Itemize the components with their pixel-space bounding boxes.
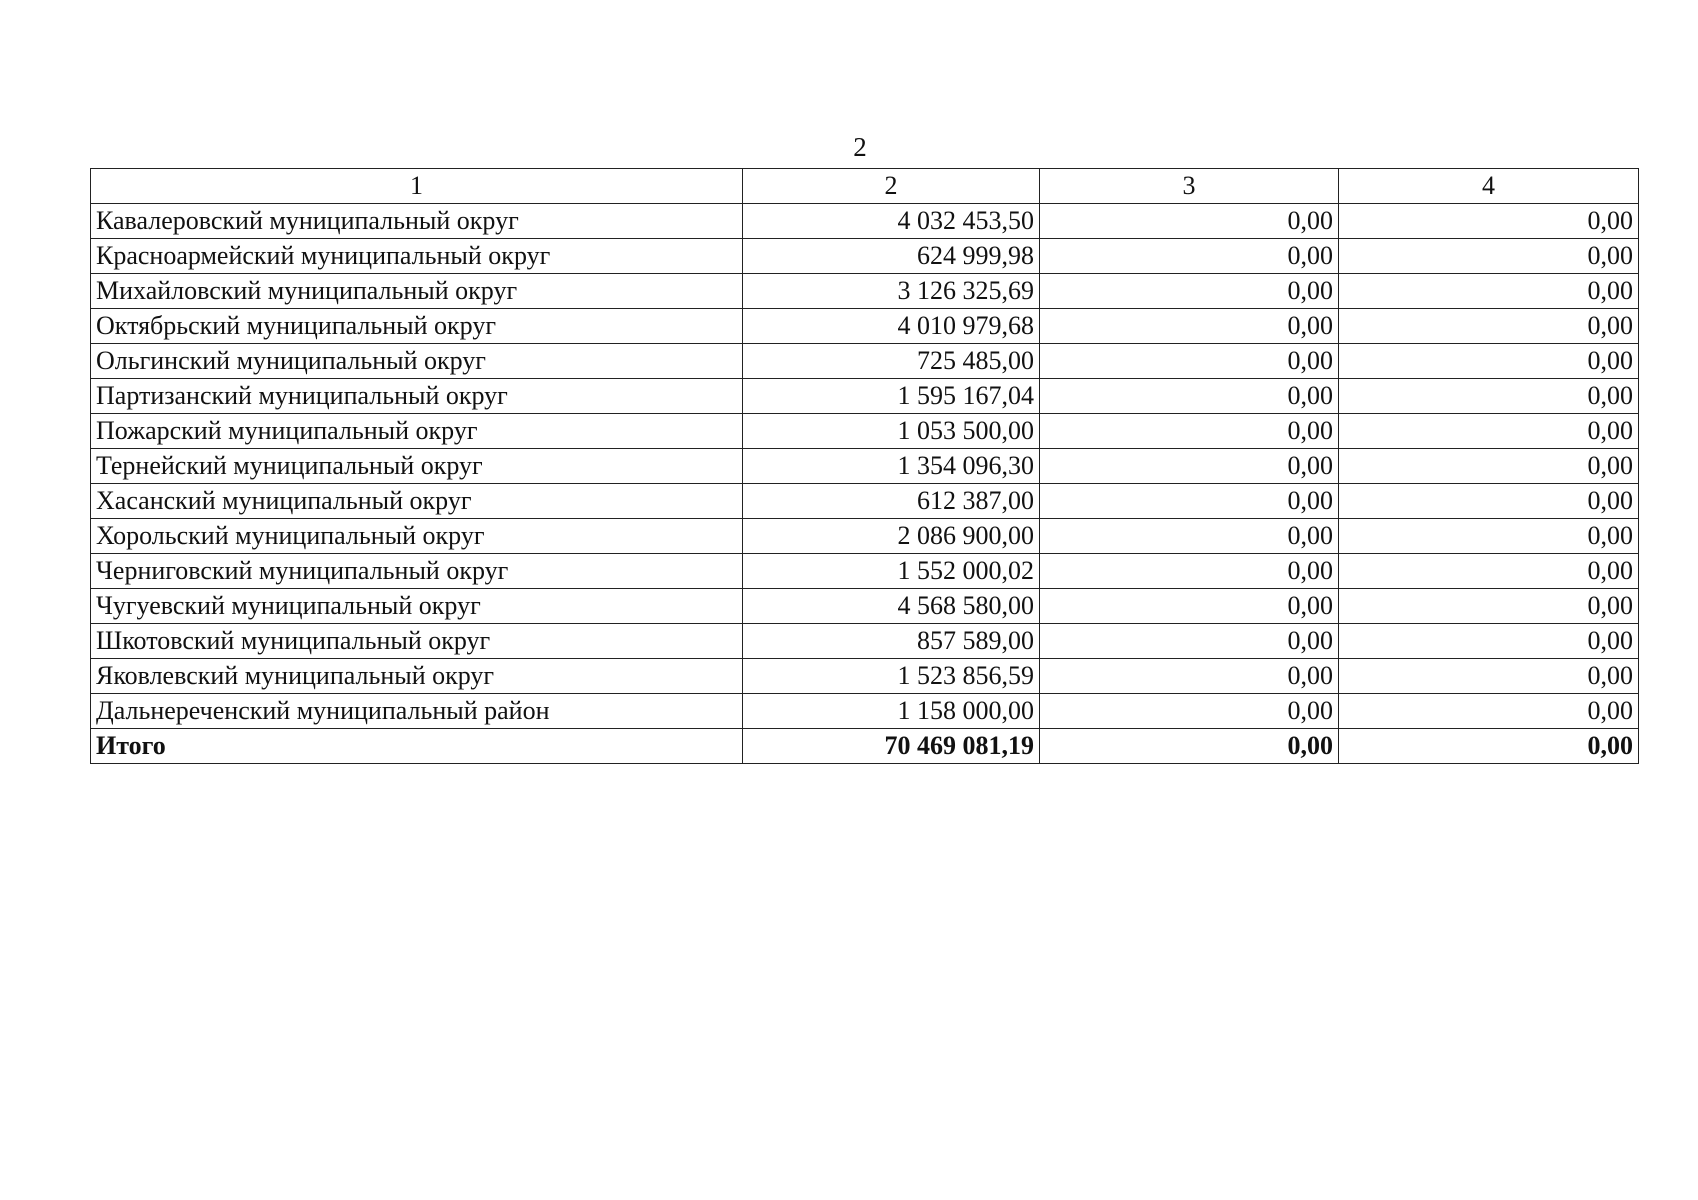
value-col2: 1 595 167,04 [743, 379, 1040, 414]
header-row [91, 169, 1639, 204]
value-col2: 4 568 580,00 [743, 589, 1040, 624]
municipality-name: Яковлевский муниципальный округ [91, 659, 743, 694]
page-number: 2 [853, 132, 867, 162]
table-row [91, 449, 1639, 484]
table-row [91, 589, 1639, 624]
header-cell: 2 [743, 169, 1040, 204]
table-row [91, 239, 1639, 274]
value-col3: 0,00 [1040, 449, 1339, 484]
value-col3: 0,00 [1040, 519, 1339, 554]
municipality-name: Пожарский муниципальный округ [91, 414, 743, 449]
value-col2: 1 158 000,00 [743, 694, 1040, 729]
value-col2: 725 485,00 [743, 344, 1040, 379]
total-col2: 70 469 081,19 [743, 729, 1040, 764]
value-col3: 0,00 [1040, 239, 1339, 274]
value-col2: 857 589,00 [743, 624, 1040, 659]
value-col3: 0,00 [1040, 344, 1339, 379]
total-label: Итого [91, 729, 743, 764]
value-col4: 0,00 [1339, 519, 1639, 554]
value-col4: 0,00 [1339, 659, 1639, 694]
table-row [91, 379, 1639, 414]
total-row [91, 729, 1639, 764]
value-col4: 0,00 [1339, 239, 1639, 274]
table-row [91, 484, 1639, 519]
header-cell: 4 [1339, 169, 1639, 204]
total-col4: 0,00 [1339, 729, 1639, 764]
value-col3: 0,00 [1040, 309, 1339, 344]
value-col2: 2 086 900,00 [743, 519, 1040, 554]
value-col4: 0,00 [1339, 589, 1639, 624]
value-col4: 0,00 [1339, 414, 1639, 449]
value-col2: 1 354 096,30 [743, 449, 1040, 484]
value-col4: 0,00 [1339, 449, 1639, 484]
municipality-name: Хасанский муниципальный округ [91, 484, 743, 519]
value-col3: 0,00 [1040, 484, 1339, 519]
value-col3: 0,00 [1040, 589, 1339, 624]
table-row [91, 344, 1639, 379]
value-col2: 3 126 325,69 [743, 274, 1040, 309]
municipality-name: Партизанский муниципальный округ [91, 379, 743, 414]
table-row [91, 274, 1639, 309]
header-cell: 1 [91, 169, 743, 204]
value-col3: 0,00 [1040, 659, 1339, 694]
value-col4: 0,00 [1339, 274, 1639, 309]
municipality-name: Тернейский муниципальный округ [91, 449, 743, 484]
table-row [91, 414, 1639, 449]
municipality-name: Хорольский муниципальный округ [91, 519, 743, 554]
table-row [91, 694, 1639, 729]
value-col2: 4 032 453,50 [743, 204, 1040, 239]
municipality-name: Чугуевский муниципальный округ [91, 589, 743, 624]
value-col2: 4 010 979,68 [743, 309, 1040, 344]
value-col2: 1 552 000,02 [743, 554, 1040, 589]
table-row [91, 519, 1639, 554]
municipality-name: Шкотовский муниципальный округ [91, 624, 743, 659]
value-col4: 0,00 [1339, 554, 1639, 589]
municipality-name: Ольгинский муниципальный округ [91, 344, 743, 379]
table-row [91, 554, 1639, 589]
value-col3: 0,00 [1040, 694, 1339, 729]
table-row [91, 204, 1639, 239]
header-cell: 3 [1040, 169, 1339, 204]
value-col3: 0,00 [1040, 379, 1339, 414]
value-col4: 0,00 [1339, 309, 1639, 344]
municipality-name: Черниговский муниципальный округ [91, 554, 743, 589]
total-col3: 0,00 [1040, 729, 1339, 764]
table-row [91, 659, 1639, 694]
municipality-name: Дальнереченский муниципальный район [91, 694, 743, 729]
municipality-name: Михайловский муниципальный округ [91, 274, 743, 309]
municipality-name: Красноармейский муниципальный округ [91, 239, 743, 274]
value-col4: 0,00 [1339, 379, 1639, 414]
value-col3: 0,00 [1040, 554, 1339, 589]
value-col2: 624 999,98 [743, 239, 1040, 274]
value-col2: 1 523 856,59 [743, 659, 1040, 694]
municipality-name: Кавалеровский муниципальный округ [91, 204, 743, 239]
value-col4: 0,00 [1339, 204, 1639, 239]
value-col2: 612 387,00 [743, 484, 1040, 519]
value-col3: 0,00 [1040, 274, 1339, 309]
table-row [91, 624, 1639, 659]
table-row [91, 309, 1639, 344]
value-col3: 0,00 [1040, 414, 1339, 449]
data-table [90, 168, 1639, 764]
value-col4: 0,00 [1339, 484, 1639, 519]
value-col4: 0,00 [1339, 694, 1639, 729]
value-col4: 0,00 [1339, 624, 1639, 659]
municipality-name: Октябрьский муниципальный округ [91, 309, 743, 344]
value-col3: 0,00 [1040, 624, 1339, 659]
value-col4: 0,00 [1339, 344, 1639, 379]
value-col2: 1 053 500,00 [743, 414, 1040, 449]
value-col3: 0,00 [1040, 204, 1339, 239]
